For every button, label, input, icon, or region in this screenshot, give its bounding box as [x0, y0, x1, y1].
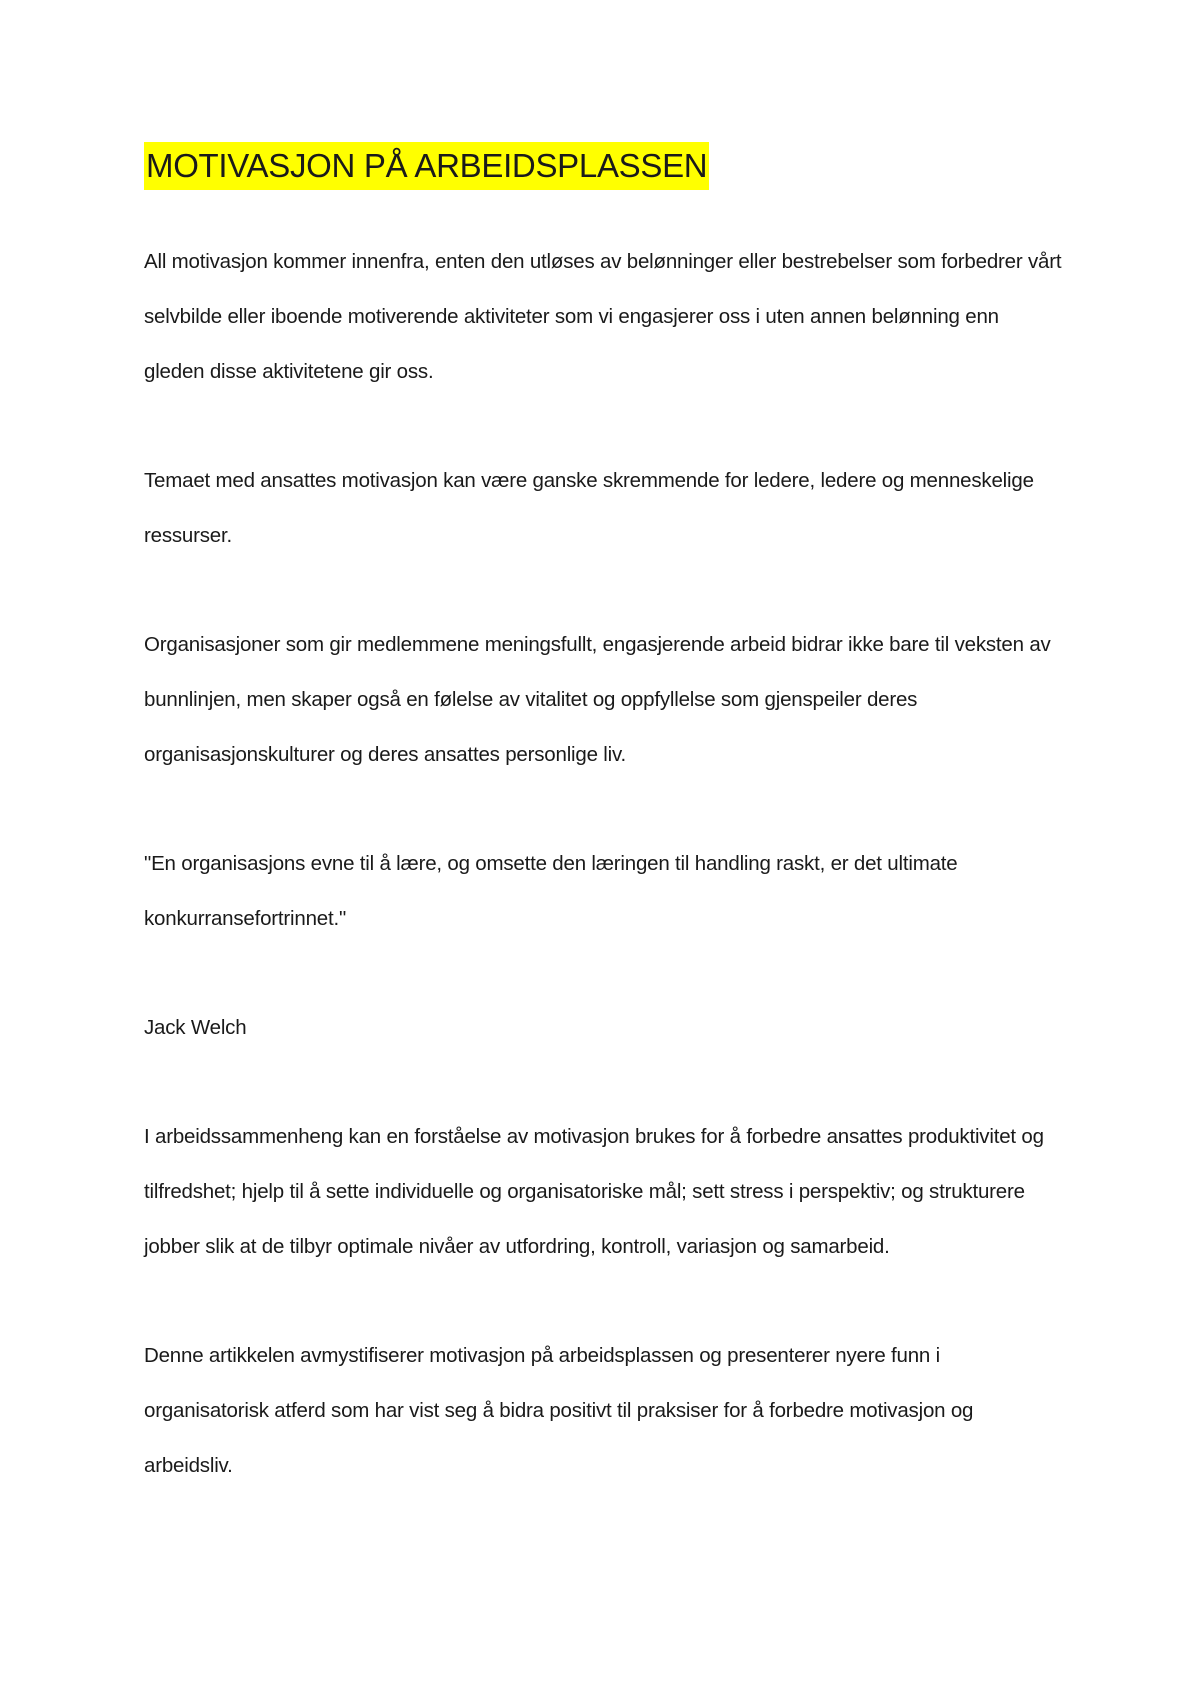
quote-author: Jack Welch: [144, 1016, 247, 1039]
paragraph-organizations: Organisasjoner som gir medlemmene meningsfullt, engasjerende arbeid bidrar ikke bare til veksten av bunnlinjen, men skaper også en følelse av vitalitet og oppfyllelse som gjenspeiler deres organisasjonskulturer og deres ansattes personlige liv.: [144, 633, 1051, 766]
quote-text: "En organisasjons evne til å lære, og omsette den læringen til handling raskt, er det ultimate konkurransefortrinnet.": [144, 852, 958, 930]
paragraph-intro: All motivasjon kommer innenfra, enten den utløses av belønninger eller bestrebelser som forbedrer vårt selvbilde eller iboende motiverende aktiviteter som vi engasjerer oss i uten annen belønning enn gleden disse aktivitetene gir oss.: [144, 250, 1062, 383]
document-title: MOTIVASJON PÅ ARBEIDSPLASSEN: [144, 142, 709, 190]
paragraph-employee-motivation: Temaet med ansattes motivasjon kan være ganske skremmende for ledere, ledere og menneskelige ressurser.: [144, 469, 1034, 547]
paragraph-article-summary: Denne artikkelen avmystifiserer motivasjon på arbeidsplassen og presenterer nyere funn i organisatorisk atferd som har vist seg å bidra positivt til praksiser for å forbedre motivasjon og arbeidsliv.: [144, 1344, 974, 1477]
document-body: [144, 142, 1064, 1547]
paragraph-work-context: I arbeidssammenheng kan en forståelse av motivasjon brukes for å forbedre ansattes produktivitet og tilfredshet; hjelp til å sette individuelle og organisatoriske mål; sett stress i perspektiv; og strukturere jobber slik at de tilbyr optimale nivåer av utfordring, kontroll, variasjon og samarbeid.: [144, 1125, 1044, 1258]
